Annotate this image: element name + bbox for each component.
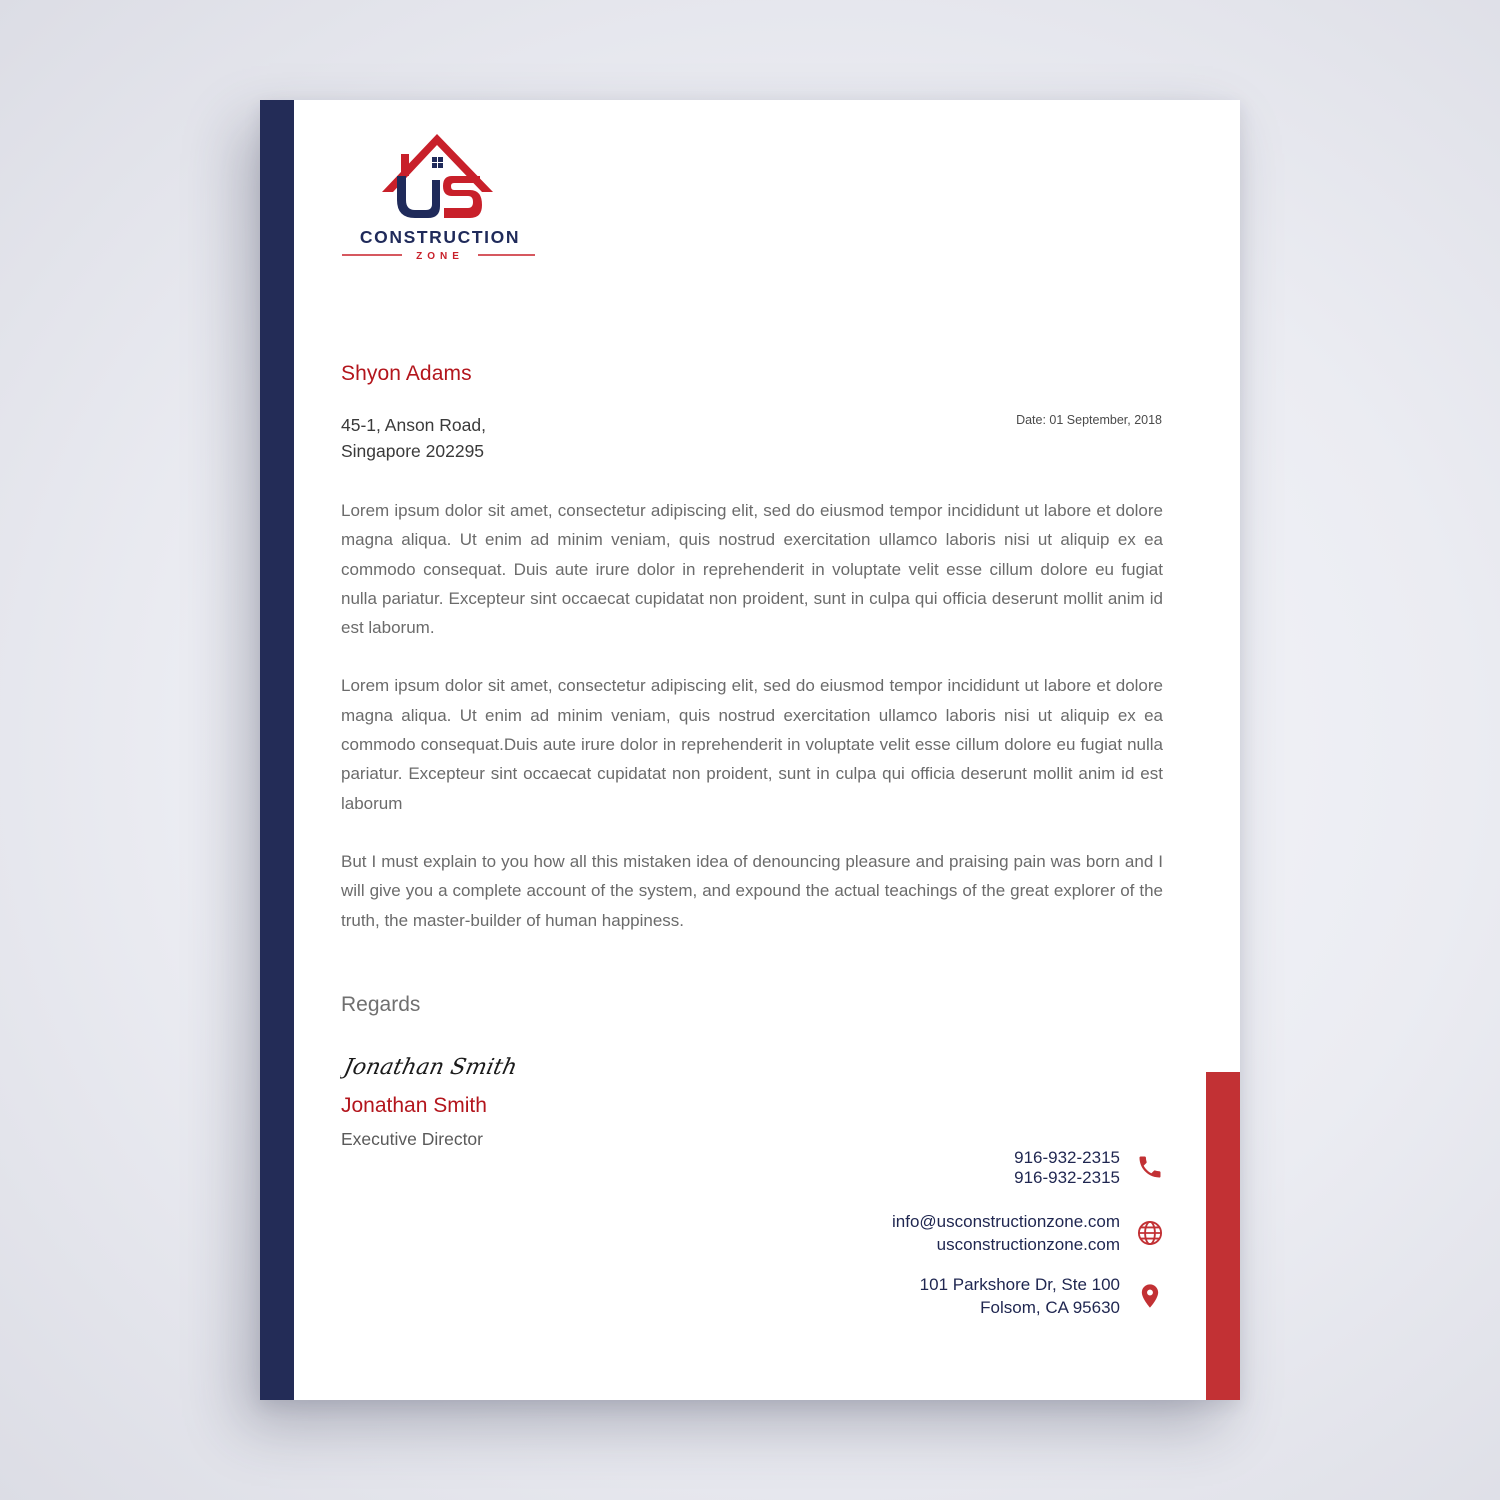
left-accent-bar [260, 100, 294, 1400]
body-paragraph-3: But I must explain to you how all this mistaken idea of denouncing pleasure and praising pain was born and I will give you a complete account of the system, and expound the actual teachings of the great explorer of the truth, the master-builder of human happiness. [341, 851, 1163, 930]
office-address-line2: Folsom, CA 95630 [980, 1298, 1120, 1317]
handwritten-signature [340, 1040, 525, 1088]
logo-s-shape [443, 176, 482, 218]
letterhead-page [260, 100, 1240, 1400]
recipient-address [341, 412, 486, 464]
letter-body [341, 496, 1163, 964]
contact-address [920, 1273, 1120, 1319]
body-paragraph-2: Lorem ipsum dolor sit amet, consectetur adipiscing elit, sed do eiusmod tempor incididunt ut labore et dolore magna aliqua. Ut enim ad minim veniam, quis nostrud exercitation ullamco laboris nisi ut aliquip ex ea commodo consequat.Duis aute irure dolor in reprehenderit in voluptate velit esse cillum dolore eu fugiat nulla pariatur. Excepteur sint occaecat cupidatat non proident, sunt in culpa qui officia deserunt mollit anim id est laborum [341, 676, 1163, 813]
website-url[interactable]: usconstructionzone.com [936, 1235, 1120, 1254]
map-pin-icon [1136, 1282, 1164, 1310]
phone-number-1[interactable]: 916-932-2315 [1014, 1148, 1120, 1167]
recipient-name: Shyon Adams [341, 362, 472, 385]
signer-title: Executive Director [341, 1129, 483, 1149]
recipient-address-line2: Singapore 202295 [341, 441, 485, 461]
office-address-line1: 101 Parkshore Dr, Ste 100 [919, 1275, 1120, 1294]
phone-icon [1136, 1153, 1164, 1181]
email-address[interactable]: info@usconstructionzone.com [892, 1212, 1120, 1231]
recipient-address-line1: 45-1, Anson Road, [341, 415, 486, 435]
signature-text: Jonathan Smith [341, 1054, 520, 1080]
logo-graphic [340, 130, 540, 265]
logo-u-shape [397, 176, 440, 218]
logo-subword: ZONE [416, 251, 464, 262]
contact-phones [1014, 1148, 1120, 1188]
signer-name: Jonathan Smith [341, 1094, 487, 1117]
closing-regards: Regards [341, 993, 421, 1016]
contact-web [892, 1210, 1120, 1256]
logo-wordmark: CONSTRUCTION [359, 227, 521, 247]
company-logo [340, 130, 540, 265]
right-accent-bar [1206, 1072, 1240, 1400]
globe-icon [1136, 1219, 1164, 1247]
chimney-shape [401, 154, 409, 176]
phone-number-2[interactable]: 916-932-2315 [1014, 1168, 1120, 1187]
letter-date: Date: 01 September, 2018 [1016, 413, 1162, 427]
body-paragraph-1: Lorem ipsum dolor sit amet, consectetur adipiscing elit, sed do eiusmod tempor incididunt ut labore et dolore magna aliqua. Ut enim ad minim veniam, quis nostrud exercitation ullamco laboris nisi ut aliquip ex ea commodo consequat. Duis aute irure dolor in reprehenderit in voluptate velit esse cillum dolore eu fugiat nulla pariatur. Excepteur sint occaecat cupidatat non proident, sunt in culpa qui officia deserunt mollit anim id est laborum. [341, 501, 1163, 638]
